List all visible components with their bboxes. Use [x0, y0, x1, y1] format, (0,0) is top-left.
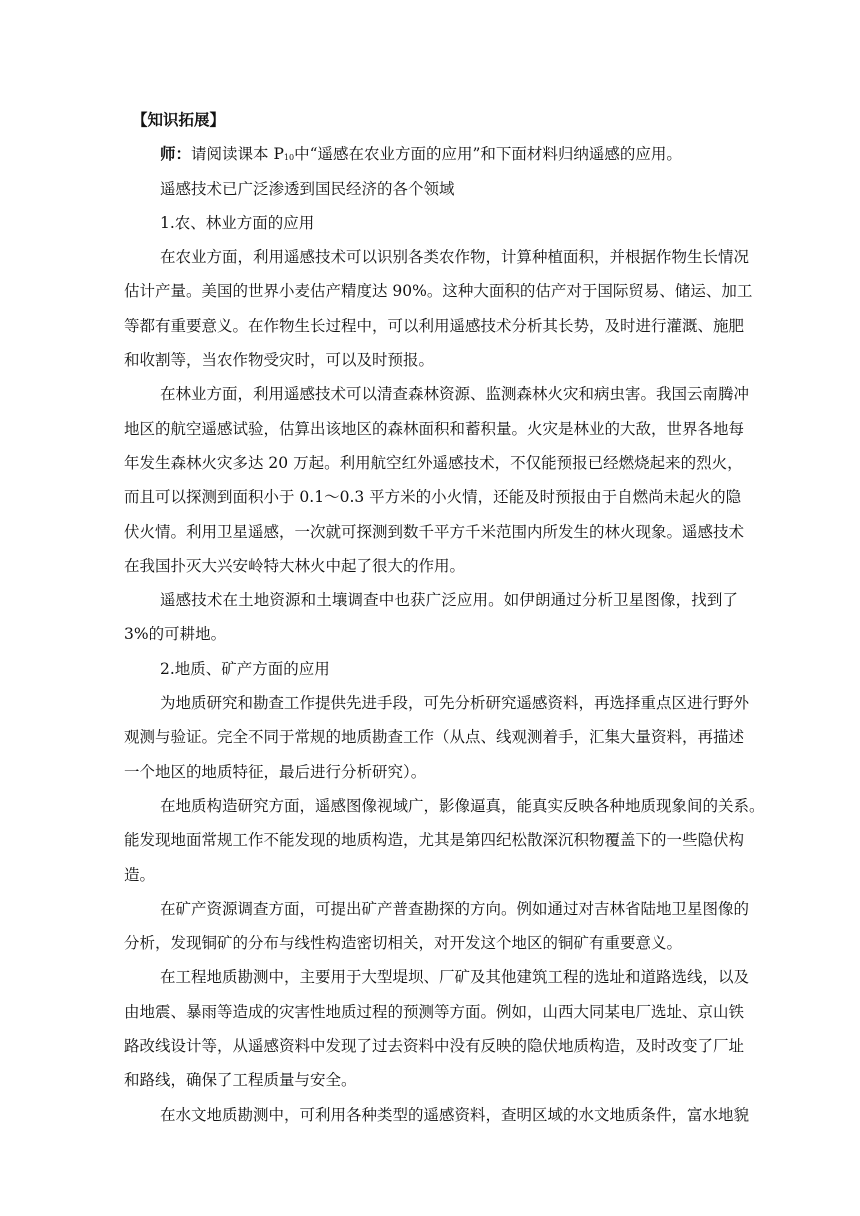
teacher-intro [124, 144, 738, 164]
text-line: 而且可以探测到面积小于 0.1～0.3 平方米的小火情，还能及时预报由于自燃尚未起火的隐 [124, 488, 742, 507]
teacher-text-before: 请阅读课本 P [191, 145, 284, 164]
text-line: 在农业方面，利用遥感技术可以识别各类农作物，计算种植面积，并根据作物生长情况 [160, 248, 750, 267]
text-line: 路改线设计等，从遥感资料中发现了过去资料中没有反映的隐伏地质构造，及时改变了厂址 [124, 1037, 745, 1056]
text-line: 在林业方面，利用遥感技术可以清查森林资源、监测森林火灾和病虫害。我国云南腾冲 [160, 385, 750, 404]
text-line: 遥感技术已广泛渗透到国民经济的各个领域 [160, 179, 455, 198]
text-line: 伏火情。利用卫星遥感，一次就可探测到数千平方千米范围内所发生的林火现象。遥感技术 [124, 522, 745, 541]
subsection-title: 1.农、林业方面的应用 [160, 213, 315, 232]
text-line: 由地震、暴雨等造成的灾害性地质过程的预测等方面。例如，山西大同某电厂选址、京山铁 [124, 1002, 745, 1021]
teacher-text-after: 中“遥感在农业方面的应用”和下面材料归纳遥感的应用。 [294, 145, 682, 164]
text-line: 为地质研究和勘查工作提供先进手段，可先分析研究遥感资料，再选择重点区进行野外 [160, 694, 750, 713]
text-line: 分析，发现铜矿的分布与线性构造密切相关，对开发这个地区的铜矿有重要意义。 [124, 934, 683, 953]
text-line: 在水文地质勘测中，可利用各种类型的遥感资料，查明区域的水文地质条件，富水地貌 [160, 1105, 750, 1124]
teacher-label: 师： [160, 144, 192, 164]
text-line: 年发生森林火灾多达 20 万起。利用航空红外遥感技术，不仅能预报已经燃烧起来的烈火， [124, 453, 743, 472]
section-heading: 【知识拓展】 [132, 110, 226, 129]
text-line: 3%的可耕地。 [124, 625, 227, 644]
text-line: 一个地区的地质特征，最后进行分析研究）。 [124, 762, 427, 781]
text-line: 和路线，确保了工程质量与安全。 [124, 1071, 357, 1090]
text-line: 在我国扑灭大兴安岭特大林火中起了很大的作用。 [124, 556, 466, 575]
text-line: 在地质构造研究方面，遥感图像视域广，影像逼真，能真实反映各种地质现象间的关系。 [160, 796, 765, 815]
subsection-title: 2.地质、矿产方面的应用 [160, 659, 330, 678]
text-line: 遥感技术在土地资源和土壤调查中也获广泛应用。如伊朗通过分析卫星图像，找到了 [160, 591, 738, 610]
text-line: 和收割等，当农作物受灾时，可以及时预报。 [124, 351, 435, 370]
text-line: 在矿产资源调查方面，可提出矿产普查勘探的方向。例如通过对吉林省陆地卫星图像的 [160, 899, 750, 918]
text-line: 地区的航空遥感试验，估算出该地区的森林面积和蓄积量。火灾是林业的大敌，世界各地每 [124, 419, 745, 438]
text-line: 估计产量。美国的世界小麦估产精度达 90%。这种大面积的估产对于国际贸易、储运、加工 [124, 282, 753, 301]
text-line: 能发现地面常规工作不能发现的地质构造，尤其是第四纪松散深沉积物覆盖下的一些隐伏构 [124, 831, 745, 850]
text-line: 在工程地质勘测中，主要用于大型堤坝、厂矿及其他建筑工程的选址和道路选线，以及 [160, 968, 750, 987]
text-line: 等都有重要意义。在作物生长过程中，可以利用遥感技术分析其长势，及时进行灌溉、施肥 [124, 316, 745, 335]
text-line: 观测与验证。完全不同于常规的地质勘查工作（从点、线观测着手，汇集大量资料，再描述 [124, 728, 745, 747]
page-subscript: 10 [283, 153, 295, 163]
text-line: 造。 [124, 865, 156, 884]
